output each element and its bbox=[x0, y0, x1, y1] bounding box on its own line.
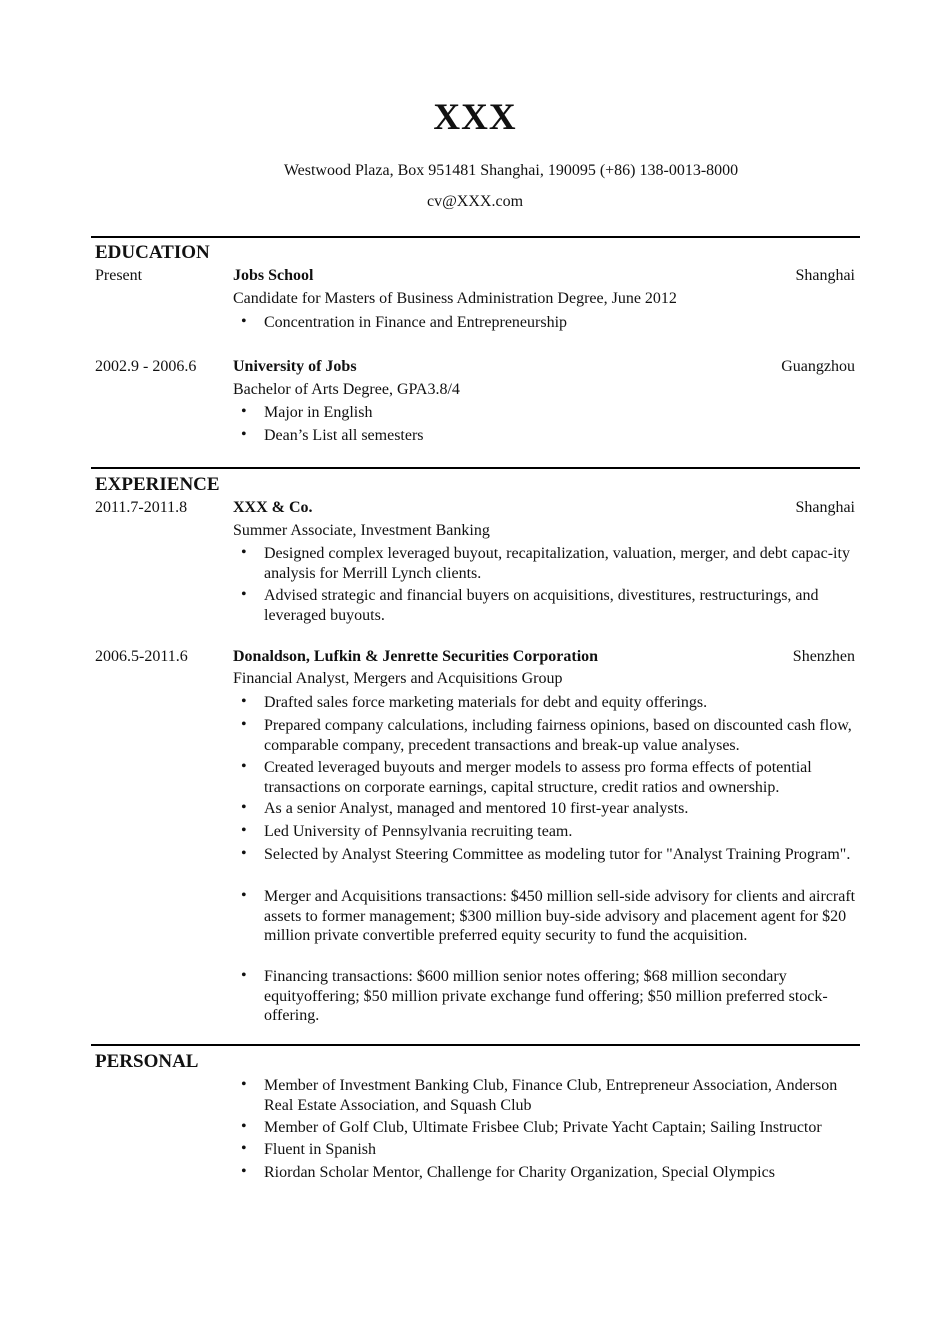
bullet-text: Fluent in Spanish bbox=[264, 1141, 377, 1158]
bullet-text: Led University of Pennsylvania recruiting team. bbox=[264, 823, 573, 840]
bullet-marker: • bbox=[241, 1118, 247, 1135]
bullet-marker: • bbox=[241, 967, 247, 984]
entry-org: University of Jobs bbox=[233, 358, 357, 375]
contact-line: Westwood Plaza, Box 951481 Shanghai, 190095 (+86) 138-0013-8000 bbox=[283, 162, 739, 179]
entry-location: Shanghai bbox=[795, 267, 855, 284]
bullet-text: Created leveraged buyouts and merger models to assess pro forma effects of potential transactions on corporate earnings, capital structure, credit ratios and ownership. bbox=[264, 759, 812, 796]
bullet-text: Financing transactions: $600 million senior notes offering; $68 million secondary equityoffering; $50 million private exchange fund offering; $50 million preferred stock-offering. bbox=[264, 968, 828, 1024]
bullet-text: Advised strategic and financial buyers on acquisitions, divestitures, restructurings, and leveraged buyouts. bbox=[264, 587, 819, 624]
bullet-text: Major in English bbox=[264, 404, 373, 421]
bullet-text: Merger and Acquisitions transactions: $450 million sell-side advisory for clients and aircraft assets to former management; $300 million buy-side advisory and placement agent for $20 million private convertible preferred equity security to fund the acquisition. bbox=[264, 888, 856, 944]
section-title-education: EDUCATION bbox=[95, 242, 210, 263]
entry-date: 2002.9 - 2006.6 bbox=[95, 358, 197, 375]
bullet-text: Drafted sales force marketing materials for debt and equity offerings. bbox=[264, 694, 708, 711]
bullet-marker: • bbox=[241, 1140, 247, 1157]
bullet-text: Selected by Analyst Steering Committee as modeling tutor for "Analyst Training Program". bbox=[264, 846, 851, 863]
bullet-text: As a senior Analyst, managed and mentored 10 first-year analysts. bbox=[264, 800, 689, 817]
bullet-marker: • bbox=[241, 822, 247, 839]
entry-location: Guangzhou bbox=[781, 358, 855, 375]
entry-org: XXX & Co. bbox=[233, 499, 313, 516]
bullet-marker: • bbox=[241, 758, 247, 775]
bullet-marker: • bbox=[241, 693, 247, 710]
bullet-text: Member of Golf Club, Ultimate Frisbee Club; Private Yacht Captain; Sailing Instructor bbox=[264, 1119, 822, 1136]
bullet-marker: • bbox=[241, 887, 247, 904]
section-divider bbox=[91, 236, 860, 238]
bullet-text: Dean’s List all semesters bbox=[264, 427, 424, 444]
bullet-marker: • bbox=[241, 716, 247, 733]
entry-date: 2011.7-2011.8 bbox=[95, 499, 188, 516]
entry-role: Financial Analyst, Mergers and Acquisitions Group bbox=[233, 670, 563, 687]
bullet-marker: • bbox=[241, 403, 247, 420]
section-title-experience: EXPERIENCE bbox=[95, 474, 220, 495]
bullet-marker: • bbox=[241, 313, 247, 330]
entry-date: 2006.5-2011.6 bbox=[95, 648, 188, 665]
bullet-text: Riordan Scholar Mentor, Challenge for Charity Organization, Special Olympics bbox=[264, 1164, 775, 1181]
bullet-marker: • bbox=[241, 586, 247, 603]
bullet-text: Prepared company calculations, including fairness opinions, based on discounted cash flow, comparable company, precedent transactions and break-up value analyses. bbox=[264, 717, 852, 754]
entry-date: Present bbox=[95, 267, 143, 284]
entry-org: Jobs School bbox=[233, 267, 314, 284]
bullet-marker: • bbox=[241, 1076, 247, 1093]
bullet-marker: • bbox=[241, 1163, 247, 1180]
entry-location: Shenzhen bbox=[792, 648, 855, 665]
resume-name: XXX bbox=[433, 97, 517, 138]
section-divider bbox=[91, 467, 860, 469]
bullet-text: Concentration in Finance and Entrepreneurship bbox=[264, 314, 568, 331]
bullet-marker: • bbox=[241, 426, 247, 443]
section-title-personal: PERSONAL bbox=[95, 1051, 199, 1072]
bullet-marker: • bbox=[241, 845, 247, 862]
email-line: cv@XXX.com bbox=[426, 193, 524, 210]
bullet-text: Designed complex leveraged buyout, recapitalization, valuation, merger, and debt capac-ity analysis for Merrill Lynch clients. bbox=[264, 545, 850, 582]
entry-org: Donaldson, Lufkin & Jenrette Securities Corporation bbox=[233, 648, 599, 665]
bullet-marker: • bbox=[241, 799, 247, 816]
entry-location: Shanghai bbox=[795, 499, 855, 516]
bullet-text: Member of Investment Banking Club, Finance Club, Entrepreneur Association, Anderson Real Estate Association, and Squash Club bbox=[264, 1077, 838, 1114]
entry-role: Bachelor of Arts Degree, GPA3.8/4 bbox=[233, 381, 460, 398]
bullet-marker: • bbox=[241, 544, 247, 561]
entry-role: Summer Associate, Investment Banking bbox=[233, 522, 490, 539]
entry-role: Candidate for Masters of Business Administration Degree, June 2012 bbox=[233, 290, 677, 307]
section-divider bbox=[91, 1044, 860, 1046]
